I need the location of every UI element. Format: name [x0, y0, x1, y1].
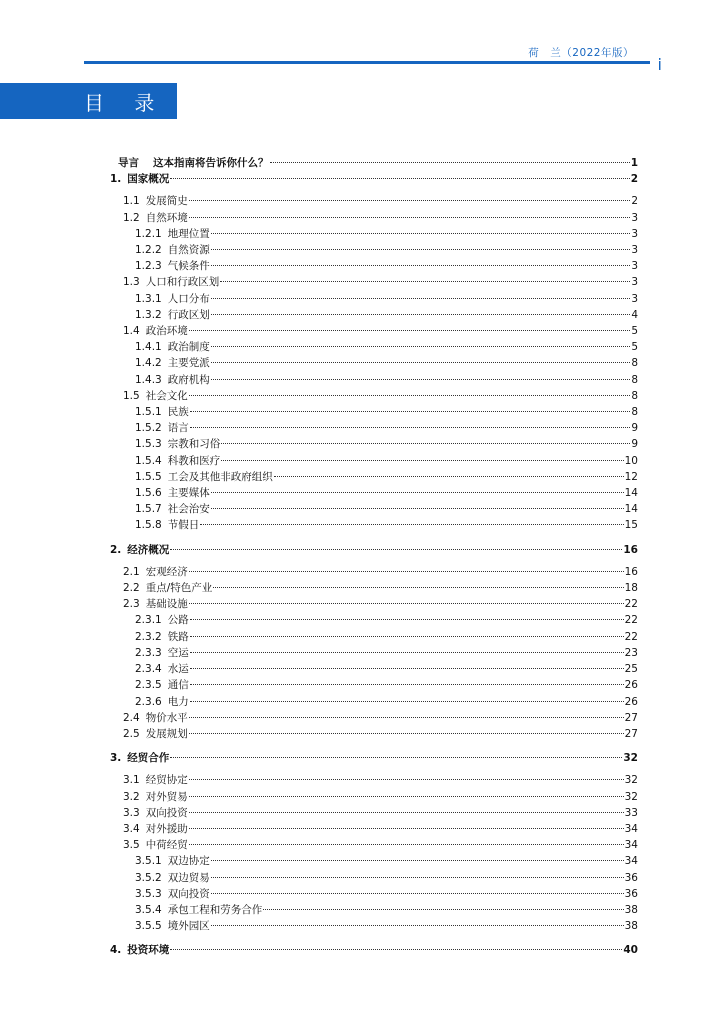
toc-leader-dots	[170, 178, 629, 179]
toc-entry-label	[135, 436, 220, 452]
toc-entry[interactable]	[110, 612, 638, 628]
toc-entry-number: 1.	[110, 173, 122, 186]
toc-entry-text: 气候条件	[167, 260, 210, 273]
toc-entry-text: 人口和行政区划	[145, 276, 220, 289]
toc-entry-page: 34	[624, 839, 638, 852]
toc-entry-page: 40	[623, 944, 638, 957]
toc-entry-text: 发展规划	[145, 727, 188, 740]
toc-leader-dots	[211, 492, 624, 493]
toc-entry-number: 导言	[118, 157, 139, 169]
toc-entry-text: 宏观经济	[145, 565, 188, 578]
toc-entry-label	[135, 645, 189, 661]
toc-entry-page: 10	[624, 454, 638, 467]
toc-entry[interactable]	[110, 501, 638, 517]
toc-entry-text: 行政区划	[167, 308, 210, 321]
toc-leader-dots	[220, 281, 630, 282]
toc-entry-label	[123, 805, 188, 821]
toc-leader-dots	[189, 603, 624, 604]
toc-leader-dots	[211, 298, 631, 299]
toc-entry-page: 16	[623, 543, 638, 556]
toc-entry-page: 8	[631, 406, 638, 419]
toc-entry[interactable]	[110, 902, 638, 918]
toc-entry-page: 3	[631, 276, 638, 289]
toc-entry-label	[110, 171, 169, 187]
toc-entry-number: 4.	[110, 944, 122, 957]
toc-entry[interactable]	[110, 453, 638, 469]
toc-leader-dots	[211, 925, 624, 926]
toc-entry[interactable]	[110, 726, 638, 742]
toc-entry-text: 对外援助	[145, 822, 188, 835]
toc-leader-dots	[211, 249, 631, 250]
toc-entry-text: 经贸合作	[127, 752, 170, 765]
toc-entry-page: 3	[631, 211, 638, 224]
toc-entry-label	[123, 193, 188, 209]
toc-entry-number: 1.5.4	[135, 454, 162, 467]
toc-leader-dots	[211, 314, 631, 315]
toc-entry-label	[135, 420, 189, 436]
toc-entry[interactable]	[110, 420, 638, 436]
toc-entry-label	[135, 291, 210, 307]
toc-entry-number: 3.5	[123, 839, 140, 852]
toc-title-banner	[0, 83, 177, 119]
toc-entry-label	[135, 372, 210, 388]
toc-entry-number: 1.2	[123, 211, 140, 224]
toc-leader-dots	[211, 860, 624, 861]
toc-entry-page: 36	[624, 887, 638, 900]
toc-leader-dots	[190, 427, 631, 428]
toc-leader-dots	[274, 476, 624, 477]
toc-entry-number: 2.3.5	[135, 679, 162, 692]
toc-entry-number: 1.2.1	[135, 227, 162, 240]
toc-entry-number: 2.3.3	[135, 646, 162, 659]
toc-entry-page: 3	[631, 244, 638, 257]
toc-leader-dots	[263, 909, 623, 910]
toc-entry-page: 22	[624, 614, 638, 627]
toc-leader-dots	[211, 346, 631, 347]
toc-entry-text: 双边协定	[167, 855, 210, 868]
toc-entry-text: 对外贸易	[145, 790, 188, 803]
toc-entry-label	[135, 918, 210, 934]
toc-entry-text: 境外园区	[167, 920, 210, 933]
toc-entry-number: 1.3.2	[135, 308, 162, 321]
toc-entry[interactable]	[110, 355, 638, 371]
toc-entry-text: 自然资源	[167, 244, 210, 257]
toc-leader-dots	[211, 362, 631, 363]
toc-entry-label	[135, 677, 189, 693]
toc-entry[interactable]	[110, 210, 638, 226]
toc-entry[interactable]	[110, 323, 638, 339]
toc-entry-page: 5	[631, 341, 638, 354]
toc-entry-text: 中荷经贸	[145, 839, 188, 852]
header-title: 荷 兰（2022年版）	[528, 47, 634, 59]
toc-entry-page: 32	[624, 790, 638, 803]
toc-entry-number: 2.5	[123, 727, 140, 740]
toc-entry-text: 重点/特色产业	[145, 582, 213, 595]
toc-leader-dots	[190, 668, 624, 669]
toc-entry-number: 1.3	[123, 276, 140, 289]
toc-entry[interactable]	[110, 645, 638, 661]
toc-entry-label	[123, 564, 188, 580]
toc-leader-dots	[190, 701, 624, 702]
toc-entry-page: 12	[624, 470, 638, 483]
toc-entry-label	[123, 837, 188, 853]
toc-entry-label	[123, 388, 188, 404]
toc-entry-number: 1.2.2	[135, 244, 162, 257]
toc-entry-label	[135, 902, 262, 918]
toc-entry-page: 34	[624, 855, 638, 868]
toc-entry-label	[135, 886, 210, 902]
toc-entry[interactable]	[110, 388, 638, 404]
toc-entry-number: 3.3	[123, 806, 140, 819]
toc-entry-page: 3	[631, 227, 638, 240]
toc-entry-label	[110, 155, 269, 171]
toc-leader-dots	[189, 796, 624, 797]
toc-entry[interactable]	[110, 886, 638, 902]
toc-entry-number: 2.4	[123, 711, 140, 724]
toc-entry[interactable]	[110, 853, 638, 869]
toc-entry-number: 1.5.7	[135, 503, 162, 516]
toc-entry[interactable]	[110, 918, 638, 934]
toc-entry[interactable]	[110, 469, 638, 485]
toc-entry[interactable]	[110, 307, 638, 323]
toc-entry-text: 双边贸易	[167, 871, 210, 884]
toc-entry-text: 通信	[167, 679, 189, 692]
toc-entry-label	[123, 596, 188, 612]
toc-entry-label	[135, 404, 189, 420]
toc-entry-label	[135, 307, 210, 323]
toc-entry-number: 1.4.2	[135, 357, 162, 370]
toc-entry[interactable]	[110, 372, 638, 388]
toc-entry-number: 3.	[110, 752, 122, 765]
toc-entry[interactable]	[110, 242, 638, 258]
toc-entry-number: 1.5	[123, 389, 140, 402]
toc-entry-number: 3.4	[123, 822, 140, 835]
toc-entry-text: 自然环境	[145, 211, 188, 224]
toc-entry[interactable]	[110, 789, 638, 805]
toc-leader-dots	[170, 949, 622, 950]
toc-entry-text: 宗教和习俗	[167, 438, 221, 451]
toc-entry-number: 3.5.2	[135, 871, 162, 884]
toc-entry-page: 3	[631, 292, 638, 305]
toc-entry-number: 2.3	[123, 598, 140, 611]
toc-entry-page: 9	[631, 438, 638, 451]
toc-entry[interactable]	[110, 629, 638, 645]
toc-entry[interactable]	[110, 580, 638, 596]
toc-entry-number: 1.2.3	[135, 260, 162, 273]
toc-entry-page: 16	[624, 565, 638, 578]
toc-entry[interactable]	[110, 805, 638, 821]
toc-leader-dots	[190, 684, 624, 685]
toc-entry-label	[135, 661, 189, 677]
toc-leader-dots	[189, 217, 631, 218]
toc-leader-dots	[190, 411, 631, 412]
toc-entry[interactable]	[110, 821, 638, 837]
toc-leader-dots	[270, 162, 630, 163]
toc-entry-number: 3.2	[123, 790, 140, 803]
toc-entry-page: 32	[624, 774, 638, 787]
toc-entry-page: 34	[624, 822, 638, 835]
toc-entry-number: 2.1	[123, 565, 140, 578]
toc-leader-dots	[200, 524, 623, 525]
toc-entry-number: 1.5.3	[135, 438, 162, 451]
toc-leader-dots	[189, 779, 624, 780]
table-of-contents	[110, 155, 638, 959]
toc-entry-page: 15	[624, 519, 638, 532]
toc-leader-dots	[189, 844, 624, 845]
toc-leader-dots	[189, 200, 631, 201]
toc-entry[interactable]	[110, 291, 638, 307]
toc-entry-number: 3.5.4	[135, 903, 162, 916]
toc-entry[interactable]	[110, 517, 638, 533]
toc-entry-text: 铁路	[167, 630, 189, 643]
toc-leader-dots	[190, 619, 624, 620]
toc-entry-label	[123, 323, 188, 339]
toc-entry-number: 2.3.6	[135, 695, 162, 708]
toc-leader-dots	[213, 587, 623, 588]
toc-entry-text: 主要党派	[167, 357, 210, 370]
toc-entry-label	[135, 453, 220, 469]
toc-leader-dots	[211, 233, 631, 234]
toc-entry-text: 水运	[167, 663, 189, 676]
toc-entry-label	[135, 469, 273, 485]
toc-entry-number: 2.3.4	[135, 663, 162, 676]
toc-entry-label	[135, 485, 210, 501]
toc-leader-dots	[190, 652, 624, 653]
toc-entry-label	[135, 339, 210, 355]
toc-leader-dots	[170, 549, 622, 550]
toc-entry-page: 23	[624, 646, 638, 659]
toc-entry[interactable]	[110, 694, 638, 710]
toc-entry-label	[123, 789, 188, 805]
toc-entry-text: 语言	[167, 422, 189, 435]
toc-leader-dots	[189, 733, 624, 734]
toc-entry-page: 2	[631, 195, 638, 208]
toc-entry-label	[123, 726, 188, 742]
toc-entry-page: 22	[624, 630, 638, 643]
toc-entry-text: 投资环境	[127, 944, 170, 957]
toc-entry-number: 2.	[110, 543, 122, 556]
toc-entry-page: 26	[624, 695, 638, 708]
toc-entry-page: 14	[624, 487, 638, 500]
toc-entry-page: 27	[624, 711, 638, 724]
toc-entry[interactable]	[110, 404, 638, 420]
toc-entry-number: 3.5.5	[135, 920, 162, 933]
toc-entry-label	[123, 821, 188, 837]
toc-entry[interactable]	[110, 542, 638, 558]
toc-leader-dots	[189, 717, 624, 718]
toc-entry-number: 1.5.5	[135, 470, 162, 483]
toc-entry-text: 社会治安	[167, 503, 210, 516]
toc-entry-label	[123, 580, 212, 596]
toc-entry-label	[135, 694, 189, 710]
toc-entry[interactable]	[110, 710, 638, 726]
toc-entry-number: 3.5.1	[135, 855, 162, 868]
toc-entry-text: 国家概况	[127, 173, 170, 186]
toc-entry-label	[135, 612, 189, 628]
toc-title: 目 录	[84, 90, 167, 115]
toc-entry-number: 1.3.1	[135, 292, 162, 305]
toc-leader-dots	[189, 812, 624, 813]
toc-entry[interactable]	[110, 226, 638, 242]
toc-entry-number: 2.3.2	[135, 630, 162, 643]
toc-entry-page: 1	[630, 157, 638, 169]
toc-entry[interactable]	[110, 155, 638, 171]
toc-entry-text: 地理位置	[167, 227, 210, 240]
toc-entry-number: 1.5.6	[135, 487, 162, 500]
toc-entry-label	[135, 501, 210, 517]
toc-entry-page: 22	[624, 598, 638, 611]
toc-entry-text: 民族	[167, 406, 189, 419]
toc-entry-page: 2	[630, 173, 638, 186]
toc-entry[interactable]	[110, 193, 638, 209]
toc-entry-label	[135, 355, 210, 371]
toc-entry-page: 38	[624, 903, 638, 916]
toc-entry-text: 人口分布	[167, 292, 210, 305]
toc-entry-page: 8	[631, 389, 638, 402]
toc-entry-text: 科教和医疗	[167, 454, 221, 467]
toc-entry-number: 3.1	[123, 774, 140, 787]
toc-entry-label	[110, 942, 169, 958]
toc-entry-number: 1.1	[123, 195, 140, 208]
toc-entry-number: 1.5.2	[135, 422, 162, 435]
toc-entry-label	[123, 210, 188, 226]
toc-entry[interactable]	[110, 339, 638, 355]
toc-leader-dots	[189, 330, 631, 331]
toc-leader-dots	[189, 571, 624, 572]
toc-leader-dots	[211, 893, 624, 894]
toc-entry-page: 18	[624, 582, 638, 595]
toc-entry[interactable]	[110, 772, 638, 788]
toc-leader-dots	[221, 460, 623, 461]
toc-entry-text: 物价水平	[145, 711, 188, 724]
toc-entry-number: 1.5.1	[135, 406, 162, 419]
toc-entry-page: 5	[631, 325, 638, 338]
toc-entry-label	[123, 274, 219, 290]
toc-entry-label	[135, 226, 210, 242]
toc-entry-page: 14	[624, 503, 638, 516]
toc-entry-number: 3.5.3	[135, 887, 162, 900]
toc-entry[interactable]	[110, 942, 638, 958]
toc-entry-page: 4	[631, 308, 638, 321]
toc-entry-page: 32	[623, 752, 638, 765]
toc-leader-dots	[170, 757, 622, 758]
toc-entry-text: 社会文化	[145, 389, 188, 402]
toc-entry-page: 26	[624, 679, 638, 692]
toc-leader-dots	[211, 508, 624, 509]
toc-entry-number: 1.4	[123, 325, 140, 338]
toc-entry-page: 38	[624, 920, 638, 933]
toc-entry[interactable]	[110, 596, 638, 612]
toc-entry-text: 经贸协定	[145, 774, 188, 787]
toc-entry-label	[135, 258, 210, 274]
toc-entry-text: 双向投资	[145, 806, 188, 819]
toc-leader-dots	[189, 828, 624, 829]
toc-entry-number: 1.4.3	[135, 373, 162, 386]
toc-entry[interactable]	[110, 274, 638, 290]
toc-leader-dots	[221, 443, 630, 444]
toc-entry-page: 3	[631, 260, 638, 273]
toc-entry-text: 双向投资	[167, 887, 210, 900]
toc-entry[interactable]	[110, 171, 638, 187]
toc-entry[interactable]	[110, 564, 638, 580]
toc-entry-text: 政治制度	[167, 341, 210, 354]
toc-entry[interactable]	[110, 258, 638, 274]
toc-leader-dots	[189, 395, 631, 396]
toc-entry-text: 这本指南将告诉你什么？	[153, 157, 269, 169]
toc-entry-number: 2.2	[123, 582, 140, 595]
toc-entry-text: 工会及其他非政府组织	[167, 470, 273, 483]
toc-entry-page: 36	[624, 871, 638, 884]
toc-entry-label	[110, 750, 169, 766]
toc-entry-label	[123, 710, 188, 726]
toc-entry[interactable]	[110, 870, 638, 886]
toc-leader-dots	[211, 265, 631, 266]
toc-entry-number: 1.4.1	[135, 341, 162, 354]
header-rule	[84, 61, 650, 64]
toc-entry-label	[135, 517, 199, 533]
toc-entry-text: 承包工程和劳务合作	[167, 903, 263, 916]
toc-entry-page: 9	[631, 422, 638, 435]
toc-entry-text: 电力	[167, 695, 189, 708]
toc-entry[interactable]	[110, 661, 638, 677]
toc-entry-page: 33	[624, 806, 638, 819]
toc-entry-text: 发展简史	[145, 195, 188, 208]
toc-entry-number: 1.5.8	[135, 519, 162, 532]
toc-entry-text: 经济概况	[127, 543, 170, 556]
toc-leader-dots	[211, 379, 631, 380]
toc-entry[interactable]	[110, 750, 638, 766]
page-number: i	[657, 55, 662, 74]
toc-entry-label	[135, 870, 210, 886]
toc-entry-text: 公路	[167, 614, 189, 627]
toc-entry-text: 空运	[167, 646, 189, 659]
toc-entry[interactable]	[110, 677, 638, 693]
toc-entry-label	[135, 242, 210, 258]
toc-entry-page: 25	[624, 663, 638, 676]
toc-entry-text: 政府机构	[167, 373, 210, 386]
toc-entry[interactable]	[110, 837, 638, 853]
toc-entry[interactable]	[110, 485, 638, 501]
toc-entry-page: 27	[624, 727, 638, 740]
toc-entry[interactable]	[110, 436, 638, 452]
toc-entry-label	[135, 629, 189, 645]
toc-leader-dots	[190, 636, 624, 637]
toc-entry-text: 节假日	[167, 519, 200, 532]
toc-entry-label	[110, 542, 169, 558]
toc-entry-number: 2.3.1	[135, 614, 162, 627]
toc-entry-text: 基础设施	[145, 598, 188, 611]
toc-entry-label	[123, 772, 188, 788]
toc-entry-page: 8	[631, 357, 638, 370]
toc-leader-dots	[211, 877, 624, 878]
toc-entry-label	[135, 853, 210, 869]
toc-entry-page: 8	[631, 373, 638, 386]
toc-entry-text: 主要媒体	[167, 487, 210, 500]
toc-entry-text: 政治环境	[145, 325, 188, 338]
